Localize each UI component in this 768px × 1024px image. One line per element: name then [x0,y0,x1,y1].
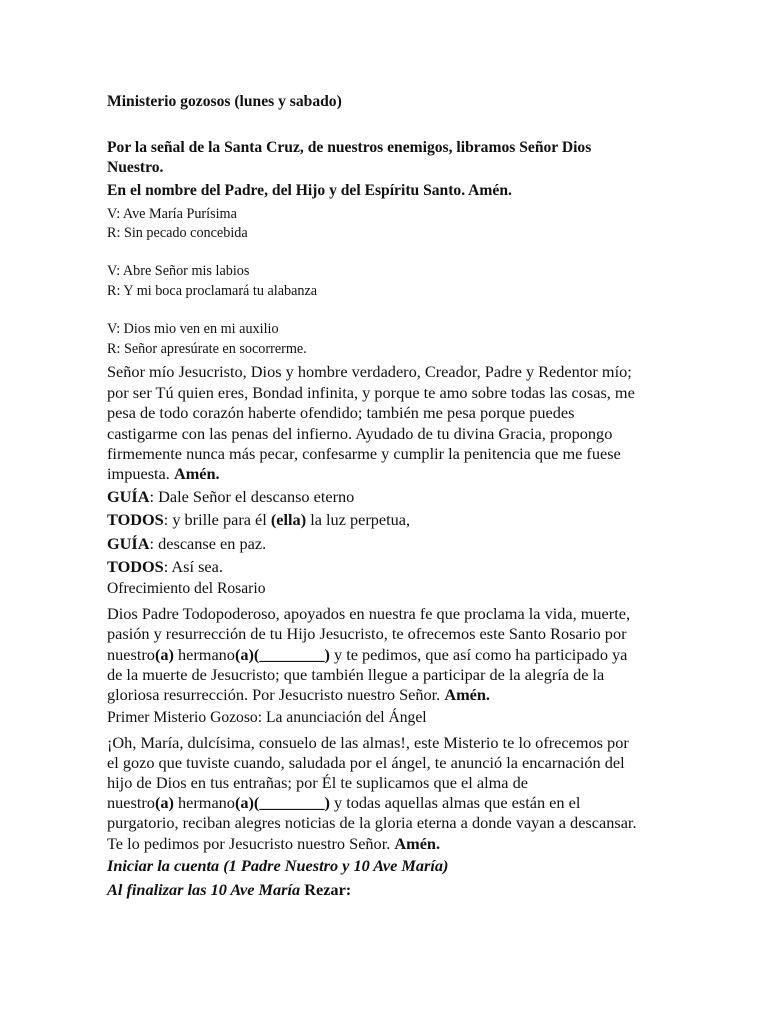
mystery-line-6 [107,834,440,854]
mystery-amen: Amén. [394,834,441,853]
todos-line-2 [107,557,223,577]
mystery-heading: Primer Misterio Gozoso: La anunciación del Ángel [107,709,427,726]
mystery-nuestro-a: (a) [154,793,174,812]
offering-name-blank: (a)(________) [234,645,330,664]
mystery-hermano: hermano [173,793,235,812]
contrition-line-6 [107,464,220,484]
offering-line-5 [107,685,490,705]
mystery-line-4-rest: y todas aquellas almas que están en el [329,793,581,812]
mystery-line-5: purgatorio, reciban alegres noticias de la gloria eterna a donde vayan a descansar. [107,813,637,832]
mystery-nuestro: nuestro [107,793,155,812]
todos-text-1b: la luz perpetua, [306,510,411,529]
contrition-line-2: por ser Tú quien eres, Bondad infinita, y porque te amo sobre todas las cosas, me [107,383,635,402]
offering-line-2: pasión y resurrección de tu Hijo Jesucristo, te ofrecemos este Santo Rosario por [107,624,627,643]
guia-label-2: GUÍA [107,534,150,553]
offering-line-1: Dios Padre Todopoderoso, apoyados en nuestra fe que proclama la vida, muerte, [107,604,631,623]
sign-of-cross-line-1: Por la señal de la Santa Cruz, de nuestros enemigos, libramos Señor Dios [107,139,592,156]
versicle-v-2: V: Abre Señor mis labios [107,263,250,279]
todos-text-1a: : y brille para él [163,510,271,529]
todos-label-2: TODOS [107,557,164,576]
versicle-v-1: V: Ave María Purísima [107,206,237,222]
contrition-line-6-text: impuesta. [107,464,170,483]
contrition-line-1: Señor mío Jesucristo, Dios y hombre verdadero, Creador, Padre y Redentor mío; [107,362,632,381]
todos-text-2: : Así sea. [163,557,223,576]
guia-text-1: : Dale Señor el descanso eterno [149,487,355,506]
contrition-amen: Amén. [173,464,220,483]
guia-text-2: : descanse en paz. [149,534,267,553]
mystery-line-1: ¡Oh, María, dulcísima, consuelo de las almas!, este Misterio te lo ofrecemos por [107,733,629,752]
document-heading: Ministerio gozosos (lunes y sabado) [107,93,342,110]
contrition-line-4: castigarme con las penas del infierno. Ayudado de tu divina Gracia, propongo [107,424,613,443]
offering-hermano: hermano [173,645,235,664]
todos-line-1 [107,510,410,530]
mystery-line-4 [107,793,580,813]
offering-line-3 [107,645,627,665]
mystery-line-3: hijo de Dios en tus entrañas; por Él te suplicamos que el alma de [107,773,528,792]
instruction-rezar: Rezar: [304,880,352,899]
instruction-start-count: Iniciar la cuenta (1 Padre Nuestro y 10 Ave María) [107,856,449,875]
mystery-line-6-text: Te lo pedimos por Jesucristo nuestro Señor. [107,834,391,853]
sign-of-cross-line-2: Nuestro. [107,159,164,176]
instruction-after-count [107,880,351,900]
versicle-r-2: R: Y mi boca proclamará tu alabanza [107,283,318,299]
instruction-after-count-italic: Al finalizar las 10 Ave María [107,880,301,899]
offering-heading: Ofrecimiento del Rosario [107,580,266,597]
versicle-r-3: R: Señor apresúrate en socorrerme. [107,341,307,357]
guia-line-1 [107,487,354,507]
mystery-line-2: el gozo que tuviste cuando, saludada por el ángel, te anunció la encarnación del [107,753,625,772]
todos-bold-ella: (ella) [270,510,307,529]
contrition-line-5: firmemente nunca más pecar, confesarme y cumplir la penitencia que me fuese [107,444,621,463]
offering-line-5-text: gloriosa resurrección. Por Jesucristo nuestro Señor. [107,685,441,704]
guia-label-1: GUÍA [107,487,150,506]
offering-line-3-rest: y te pedimos, que así como ha participado ya [329,645,628,664]
contrition-line-3: pesa de todo corazón haberte ofendido; también me pesa porque puedes [107,403,575,422]
guia-line-2 [107,534,266,554]
offering-nuestro-a: (a) [154,645,174,664]
versicle-r-1: R: Sin pecado concebida [107,225,248,241]
offering-amen: Amén. [444,685,490,704]
offering-line-4: de la muerte de Jesucristo; que también llegue a participar de la alegría de la [107,665,605,684]
mystery-name-blank: (a)(________) [234,793,330,812]
versicle-v-3: V: Dios mio ven en mi auxilio [107,321,279,337]
offering-nuestro: nuestro [107,645,155,664]
sign-of-cross-line-3: En el nombre del Padre, del Hijo y del Espíritu Santo. Amén. [107,182,512,199]
todos-label-1: TODOS [107,510,164,529]
